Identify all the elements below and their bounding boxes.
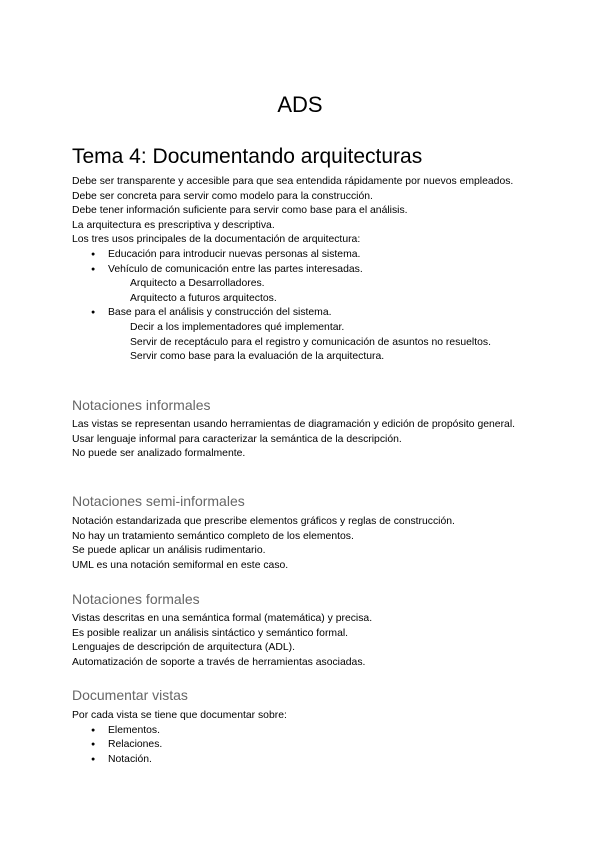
document-title: ADS <box>277 92 323 117</box>
paragraph: Automatización de soporte a través de herramientas asociadas. <box>72 656 366 668</box>
uses-list <box>72 248 532 277</box>
paragraph: No puede ser analizado formalmente. <box>72 448 246 460</box>
list-item: ● Notación. <box>72 753 532 768</box>
intro-section <box>72 175 532 365</box>
paragraph: No hay un tratamiento semántico completo de los elementos. <box>72 530 354 542</box>
paragraph: Se puede aplicar un análisis rudimentario. <box>72 545 266 557</box>
list-item: ● Base para el análisis y construcción del sistema. <box>72 306 532 321</box>
paragraph: Las vistas se representan usando herramientas de diagramación y edición de propósito general. <box>72 419 516 430</box>
paragraph: Debe ser concreta para servir como modelo para la construcción. <box>72 190 373 202</box>
list-item: ● Elementos. <box>72 724 532 739</box>
list-item: ● Vehículo de comunicación entre las partes interesadas. <box>72 263 532 278</box>
views-list <box>72 724 532 768</box>
section-heading-informales: Notaciones informales <box>72 397 211 413</box>
sub-item: Decir a los implementadores qué implementar. <box>130 321 345 333</box>
section-heading-semi-informales: Notaciones semi-informales <box>72 493 245 509</box>
paragraph: UML es una notación semiformal en este caso. <box>72 559 289 571</box>
sub-item: Arquitecto a Desarrolladores. <box>130 278 265 290</box>
paragraph: Lenguajes de descripción de arquitectura (ADL). <box>72 642 295 654</box>
paragraph: Por cada vista se tiene que documentar sobre: <box>72 710 287 721</box>
sub-item: Arquitecto a futuros arquitectos. <box>130 292 277 304</box>
topic-heading: Tema 4: Documentando arquitecturas <box>72 145 423 168</box>
section-formales <box>72 612 532 670</box>
paragraph: Notación estandarizada que prescribe elementos gráficos y reglas de construcción. <box>72 516 455 527</box>
sub-item: Servir como base para la evaluación de la arquitectura. <box>130 351 385 363</box>
section-documentar-vistas <box>72 709 532 767</box>
section-semi-informales <box>72 515 532 573</box>
uses-list-continued <box>72 306 532 321</box>
sub-item: Servir de receptáculo para el registro y comunicación de asuntos no resueltos. <box>130 336 491 348</box>
paragraph: Debe tener información suficiente para servir como base para el análisis. <box>72 205 408 217</box>
section-heading-formales: Notaciones formales <box>72 591 200 607</box>
section-informales <box>72 418 532 462</box>
paragraph: Debe ser transparente y accesible para que sea entendida rápidamente por nuevos empleados. <box>72 176 514 187</box>
paragraph: Usar lenguaje informal para caracterizar la semántica de la descripción. <box>72 433 402 445</box>
paragraph: Los tres usos principales de la documentación de arquitectura: <box>72 234 361 246</box>
section-heading-documentar-vistas: Documentar vistas <box>72 687 188 703</box>
paragraph: La arquitectura es prescriptiva y descriptiva. <box>72 219 275 231</box>
paragraph: Vistas descritas en una semántica formal (matemática) y precisa. <box>72 613 373 624</box>
list-item: ● Relaciones. <box>72 738 532 753</box>
list-item: ● Educación para introducir nuevas personas al sistema. <box>72 248 532 263</box>
paragraph: Es posible realizar un análisis sintáctico y semántico formal. <box>72 627 349 639</box>
